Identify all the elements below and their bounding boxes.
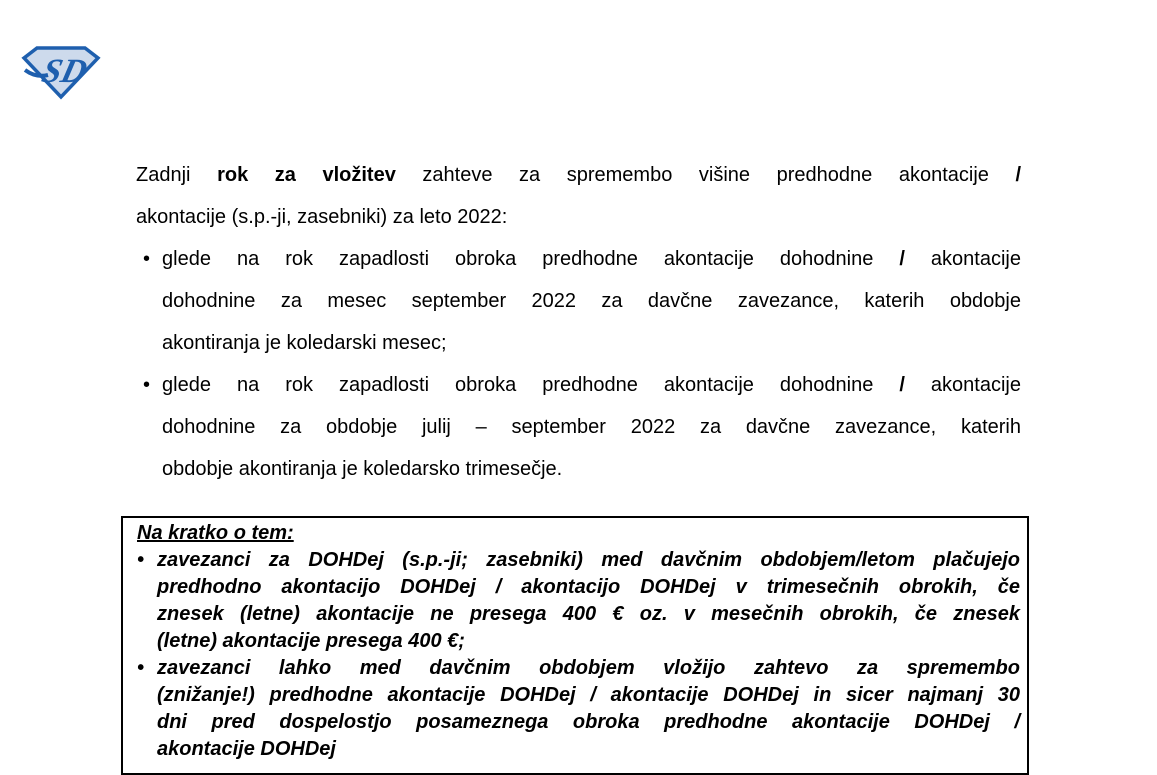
text-line: dohodnine za obdobje julij – september 2022 za davčne zavezance, katerih: [162, 416, 1021, 438]
text-line: akontacije DOHDej: [157, 738, 336, 760]
text-line: obdobje akontiranja je koledarsko trimesečje.: [162, 458, 563, 480]
document-body: [136, 154, 1021, 775]
bullet-marker: •: [137, 657, 145, 679]
bullet-marker: •: [143, 374, 151, 396]
summary-box: [121, 516, 1029, 775]
text-line: dni pred dospelostjo posameznega obroka predhodne akontacije DOHDej /: [157, 711, 1020, 733]
text-line: zavezanci lahko med davčnim obdobjem vložijo zahtevo za spremembo: [157, 657, 1020, 679]
deadline-bullet-monthly: [136, 238, 1021, 364]
text-line: zavezanci za DOHDej (s.p.-ji; zasebniki) med davčnim obdobjem/letom plačujejo: [157, 549, 1020, 571]
text-line: akontiranja je koledarski mesec;: [162, 332, 447, 354]
text-line: dohodnine za mesec september 2022 za davčne zavezance, katerih obdobje: [162, 290, 1021, 312]
intro-paragraph: [136, 154, 1021, 238]
text-line: Zadnji rok za vložitev zahteve za spremembo višine predhodne akontacije /: [136, 164, 1022, 186]
deadline-bullet-quarterly: [136, 364, 1021, 490]
bullet-text: [157, 547, 1020, 655]
bullet-text: [162, 364, 1021, 490]
text-line: (letne) akontacije presega 400 €;: [157, 630, 465, 652]
summary-bullet-request: [137, 655, 1020, 763]
summary-bullet-installments: [137, 547, 1020, 655]
text-line: predhodno akontacijo DOHDej / akontacijo DOHDej v trimesečnih obrokih, če: [157, 576, 1020, 598]
text-line: glede na rok zapadlosti obroka predhodne akontacije dohodnine / akontacije: [162, 248, 1021, 270]
bullet-marker: •: [137, 549, 145, 571]
bullet-text: [157, 655, 1020, 763]
summary-box-heading: Na kratko o tem:: [137, 522, 294, 544]
sd-diamond-logo-icon: [22, 46, 100, 99]
bullet-marker: •: [143, 248, 151, 270]
text-line: (znižanje!) predhodne akontacije DOHDej / akontacije DOHDej in sicer najmanj 30: [157, 684, 1020, 706]
logo-letters: SD: [38, 52, 92, 90]
text-line: akontacije (s.p.-ji, zasebniki) za leto 2022:: [136, 206, 508, 228]
text-line: znesek (letne) akontacije ne presega 400 € oz. v mesečnih obrokih, če znesek: [157, 603, 1020, 625]
bullet-text: [162, 238, 1021, 364]
text-line: glede na rok zapadlosti obroka predhodne akontacije dohodnine / akontacije: [162, 374, 1021, 396]
